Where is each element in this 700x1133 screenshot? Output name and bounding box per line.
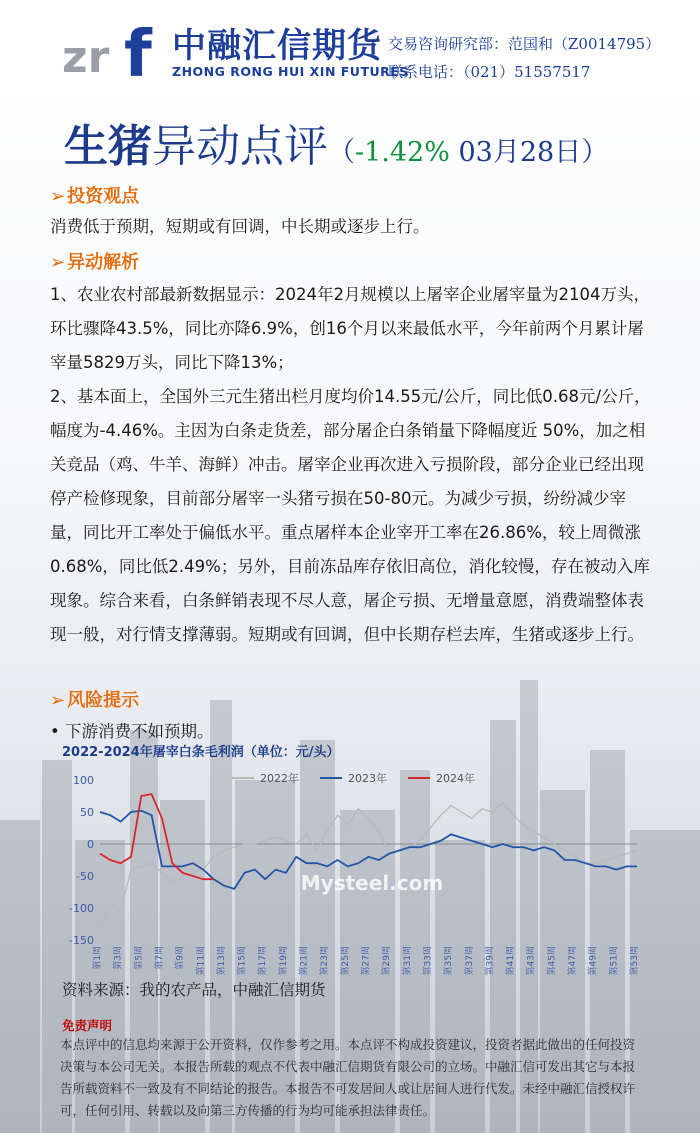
x-tick-label: 第17周	[258, 946, 269, 976]
risk-item: • 下游消费不如预期。	[50, 722, 214, 741]
legend-label: 2022年	[260, 772, 299, 785]
x-tick-label: 第9周	[175, 946, 186, 970]
risk-heading: ➢ 风险提示	[50, 690, 140, 711]
disclaimer-heading: 免责声明	[62, 1018, 113, 1033]
y-tick-label: 100	[73, 774, 94, 787]
x-tick-label: 第15周	[237, 946, 248, 976]
title-paren: （	[328, 137, 355, 168]
x-tick-label: 第29周	[382, 946, 393, 976]
title-type: 异动点评	[152, 121, 328, 172]
analysis-paragraph-1: 1、农业农村部最新数据显示：2024年2月规模以上屠宰企业屠宰量为2104万头，环比骤降43.5%，同比亦降6.9%，创16个月以来最低水平，今年前两个月累计屠宰量5829万头，同比下降13%；	[50, 285, 650, 372]
x-tick-label: 第53周	[630, 946, 640, 976]
x-tick-label: 第51周	[609, 946, 620, 976]
company-name-en: ZHONG RONG HUI XIN FUTURES	[172, 64, 409, 79]
data-source: 资料来源：我的农产品，中融汇信期货	[62, 981, 326, 999]
x-tick-label: 第43周	[526, 946, 537, 976]
x-tick-label: 第7周	[154, 946, 165, 970]
company-logo-icon	[62, 20, 172, 80]
x-tick-label: 第25周	[340, 946, 351, 976]
y-tick-label: -150	[69, 934, 94, 947]
x-tick-label: 第5周	[134, 946, 145, 970]
x-tick-label: 第23周	[320, 946, 331, 976]
legend-label: 2023年	[348, 772, 387, 785]
x-tick-label: 第27周	[361, 946, 372, 976]
view-heading: ➢ 投资观点	[50, 186, 140, 207]
bullet-icon: •	[50, 722, 60, 741]
x-tick-label: 第49周	[588, 946, 599, 976]
series-line-2022年	[100, 802, 637, 927]
analysis-heading: ➢ 异动解析	[50, 252, 140, 273]
y-tick-label: 0	[87, 838, 94, 851]
report-title	[64, 110, 608, 174]
x-tick-label: 第19周	[278, 946, 289, 976]
x-tick-label: 第3周	[113, 946, 124, 970]
arrow-icon: ➢	[50, 690, 66, 711]
x-tick-label: 第33周	[423, 946, 434, 976]
contact-phone: 联系电话：（021）51557517	[388, 63, 591, 81]
x-tick-label: 第39周	[485, 946, 496, 976]
arrow-icon: ➢	[50, 252, 66, 273]
gross-profit-chart	[52, 740, 647, 976]
legend-label: 2024年	[436, 772, 475, 785]
x-tick-label: 第35周	[444, 946, 455, 976]
x-tick-label: 第1周	[93, 946, 103, 970]
x-tick-label: 第47周	[568, 946, 579, 976]
x-tick-label: 第45周	[547, 946, 558, 976]
svg-text:f: f	[124, 20, 152, 80]
y-tick-label: -50	[76, 870, 94, 883]
disclaimer-text: 本点评中的信息均来源于公开资料，仅作参考之用。本点评不构成投资建议，投资者据此做出的任何投资决策与本公司无关。本报告所载的观点不代表中融汇信期货有限公司的立场。中融汇信可发出其它与本报告所载资料不一致及有不同结论的报告。本报告不可发居间人或让居间人进行代发。未经中融汇信授权许可，任何引用、转载以及向第三方传播的行为均可能承担法律责任。	[60, 1037, 636, 1118]
y-tick-label: 50	[80, 806, 94, 819]
analysis-paragraph-2: 2、基本面上，全国外三元生猪出栏月度均价14.55元/公斤，同比低0.68元/公斤，幅度为-4.46%。主因为白条走货差，部分屠企白条销量下降幅度近 50%，加之相关竞品（鸡、牛羊、海鲜）冲击。屠宰企业再次进入亏损阶段，部分企业已经出现停产检修现象，目前部分屠宰一头猪亏损在50-80元。为减少亏损，纷纷减少宰量，同比开工率处于偏低水平。重点屠样本企业宰开工率在26.86%，较上周微涨0.68%，同比低2.49%；另外，目前冻品库存依旧高位，消化较慢，存在被动入库现象。综合来看，白条鲜销表现不尽人意，屠企亏损、无增量意愿，消费端整体表现一般，对行情支撑薄弱。短期或有回调，但中长期存栏去库，生猪或逐步上行。	[50, 387, 651, 644]
view-text: 消费低于预期，短期或有回调，中长期或逐步上行。	[50, 217, 430, 236]
x-tick-label: 第41周	[506, 946, 517, 976]
x-tick-label: 第11周	[196, 946, 207, 976]
title-date: 03月28日）	[449, 137, 609, 168]
x-tick-label: 第31周	[402, 946, 413, 976]
chart-title: 2022-2024年屠宰白条毛利润（单位：元/头）	[62, 745, 340, 760]
contact-info	[388, 30, 660, 86]
svg-text:zr: zr	[62, 32, 110, 80]
y-tick-label: -100	[69, 902, 94, 915]
company-name-cn: 中融汇信期货	[172, 26, 382, 66]
contact-analyst: 交易咨询研究部：范国和（Z0014795）	[388, 35, 661, 53]
x-tick-label: 第21周	[299, 946, 310, 976]
x-tick-label: 第13周	[216, 946, 227, 976]
x-tick-label: 第37周	[464, 946, 475, 976]
report-header	[0, 0, 700, 100]
title-change: -1.42%	[355, 137, 450, 168]
chart-watermark: Mysteel.com	[300, 871, 444, 895]
arrow-icon: ➢	[50, 186, 66, 207]
title-commodity: 生猪	[64, 121, 152, 172]
